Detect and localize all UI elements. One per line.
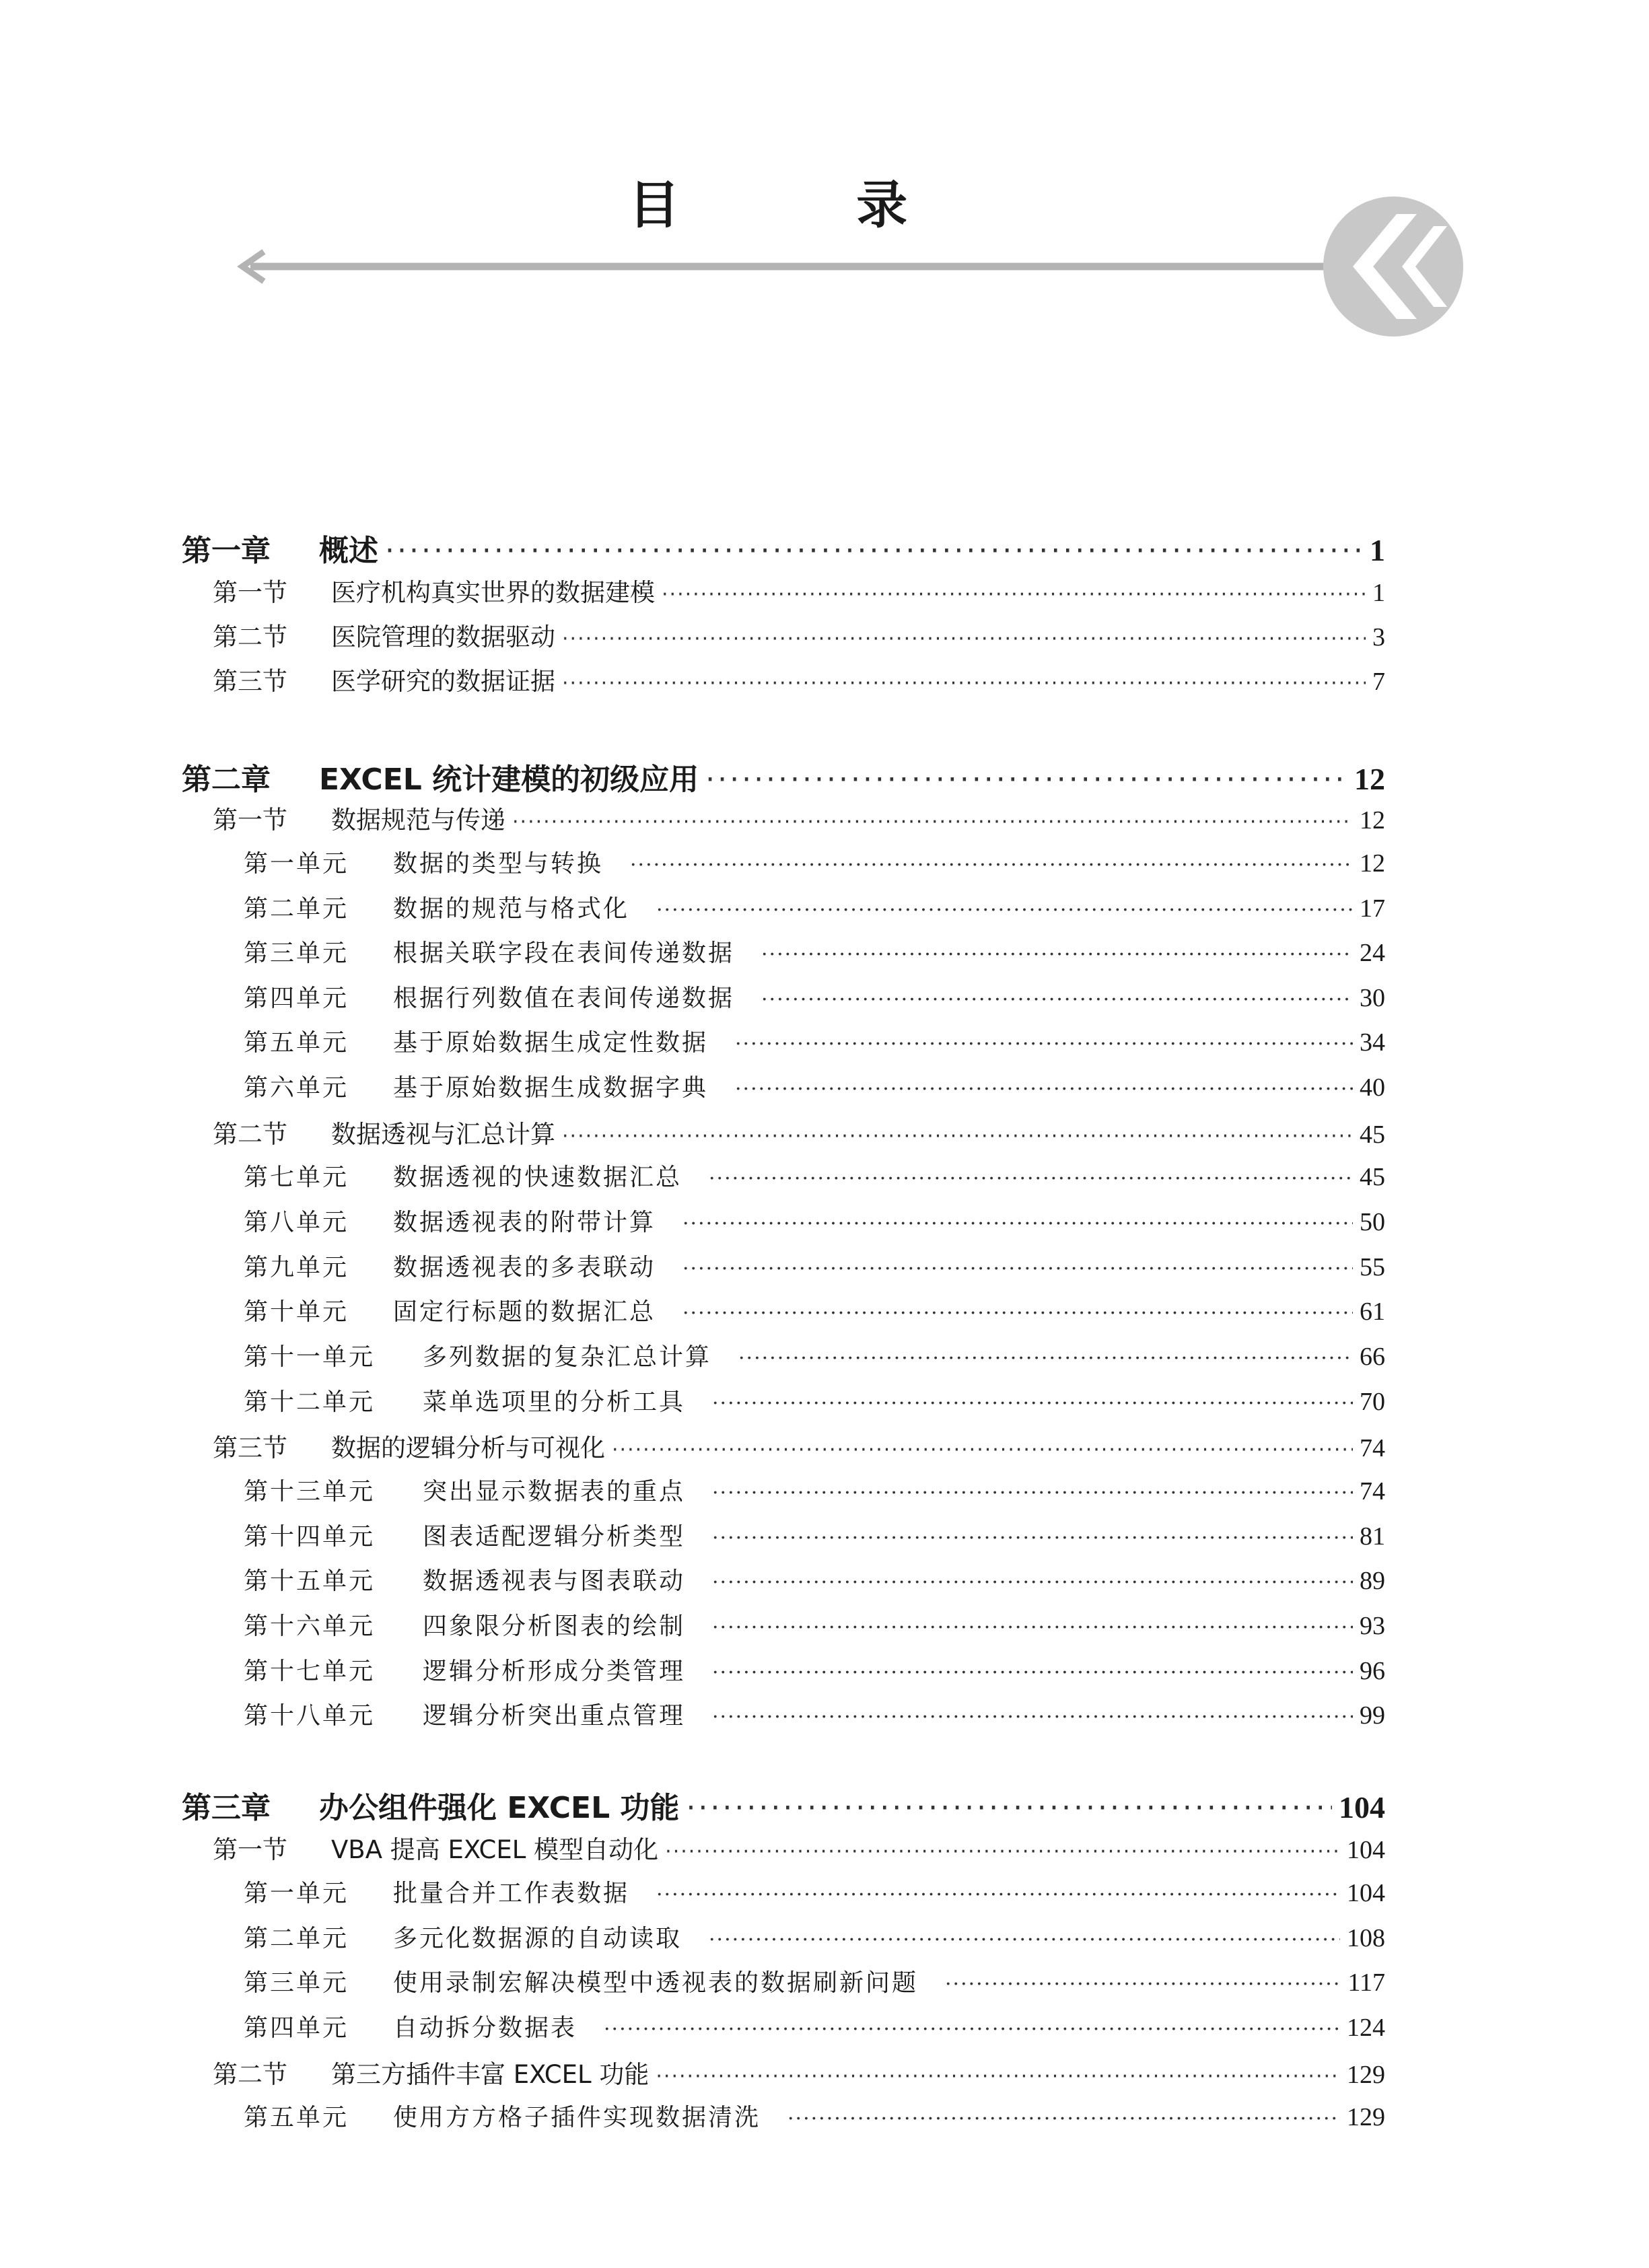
- toc-section-row[interactable]: [213, 800, 1385, 836]
- toc-unit-number: 第二单元: [244, 895, 349, 923]
- toc-unit-row[interactable]: [244, 979, 1385, 1014]
- dot-leader: [562, 627, 1366, 651]
- toc-unit-row[interactable]: [244, 1293, 1385, 1327]
- toc-unit-row[interactable]: [244, 1562, 1385, 1596]
- toc-page-number: 81: [1360, 1522, 1385, 1551]
- toc-section-title: 数据的逻辑分析与可视化: [331, 1433, 605, 1462]
- dot-leader: [512, 810, 1353, 834]
- dot-leader: [656, 898, 1353, 922]
- dot-leader: [712, 1705, 1353, 1729]
- dot-leader: [656, 2065, 1340, 2088]
- toc-unit-title: 根据行列数值在表间传递数据: [393, 985, 735, 1012]
- dot-leader: [705, 763, 1347, 797]
- dot-leader: [761, 943, 1353, 966]
- toc-unit-title: 多列数据的复杂汇总计算: [423, 1343, 712, 1371]
- toc-page-number: 104: [1347, 1836, 1385, 1864]
- toc-section-number: 第二节: [213, 1120, 287, 1149]
- toc-unit-title: 数据的规范与格式化: [393, 895, 630, 923]
- dot-leader: [662, 583, 1366, 606]
- toc-unit-row[interactable]: [244, 1473, 1385, 1507]
- toc-unit-row[interactable]: [244, 2009, 1385, 2043]
- toc-chapter-row[interactable]: [182, 1783, 1385, 1827]
- dot-leader: [712, 1571, 1353, 1594]
- page-title: 目 录: [628, 175, 987, 235]
- toc-section-number: 第三节: [213, 1433, 287, 1462]
- toc-page-number: 12: [1360, 806, 1385, 835]
- toc-section-row[interactable]: [213, 661, 1385, 697]
- toc-page-number: 50: [1360, 1208, 1385, 1236]
- toc-unit-title: 使用录制宏解决模型中透视表的数据刷新问题: [393, 1969, 919, 1997]
- dot-leader: [686, 1791, 1332, 1825]
- toc-unit-number: 第二单元: [244, 1925, 349, 1952]
- toc-unit-number: 第五单元: [244, 2104, 349, 2131]
- toc-page-number: 99: [1360, 1701, 1385, 1730]
- dot-leader: [630, 853, 1353, 877]
- dot-leader: [682, 1302, 1353, 1325]
- toc-section-number: 第三节: [213, 667, 287, 696]
- toc-unit-row[interactable]: [244, 1158, 1385, 1193]
- toc-unit-number: 第十七单元: [244, 1658, 376, 1685]
- toc-unit-number: 第十四单元: [244, 1523, 376, 1551]
- toc-page-number: 93: [1360, 1612, 1385, 1640]
- toc-page-number: 17: [1360, 894, 1385, 923]
- toc-section-row[interactable]: [213, 572, 1385, 608]
- toc-unit-number: 第三单元: [244, 940, 349, 967]
- toc-section-title: 数据透视与汇总计算: [331, 1120, 555, 1149]
- toc-page-number: 108: [1347, 1924, 1385, 1952]
- toc-unit-title: 图表适配逻辑分析类型: [423, 1523, 686, 1551]
- toc-unit-number: 第六单元: [244, 1074, 349, 1102]
- toc-section-row[interactable]: [213, 616, 1385, 653]
- toc-unit-title: 逻辑分析突出重点管理: [423, 1702, 686, 1730]
- toc-page-number: 45: [1360, 1121, 1385, 1149]
- toc-page-number: 74: [1360, 1477, 1385, 1505]
- dot-leader: [735, 1077, 1353, 1101]
- dot-leader: [712, 1661, 1353, 1685]
- dot-leader: [712, 1616, 1353, 1639]
- toc-unit-number: 第九单元: [244, 1254, 349, 1281]
- dot-leader: [712, 1481, 1353, 1505]
- toc-unit-row[interactable]: [244, 1518, 1385, 1552]
- toc-unit-title: 数据透视的快速数据汇总: [393, 1164, 682, 1191]
- toc-unit-title: 基于原始数据生成定性数据: [393, 1029, 709, 1057]
- dot-leader: [612, 1438, 1353, 1462]
- toc-unit-title: 逻辑分析形成分类管理: [423, 1658, 686, 1685]
- toc-unit-title: 根据关联字段在表间传递数据: [393, 940, 735, 967]
- toc-unit-row[interactable]: [244, 1964, 1385, 1998]
- toc-unit-row[interactable]: [244, 1652, 1385, 1687]
- toc-page-number: 61: [1360, 1298, 1385, 1326]
- toc-section-number: 第二节: [213, 623, 287, 651]
- dot-leader: [656, 1883, 1340, 1907]
- toc-unit-title: 数据的类型与转换: [393, 850, 604, 878]
- toc-section-number: 第一节: [213, 1835, 287, 1864]
- dot-leader: [709, 1928, 1340, 1952]
- dot-leader: [604, 2018, 1340, 2041]
- toc-section-title: 医疗机构真实世界的数据建模: [331, 578, 655, 607]
- dot-leader: [712, 1392, 1353, 1415]
- toc-section-row[interactable]: [213, 1114, 1385, 1150]
- toc-section-title: 医学研究的数据证据: [331, 667, 555, 696]
- dot-leader: [945, 1973, 1341, 1996]
- toc-unit-row[interactable]: [244, 1607, 1385, 1641]
- toc-page-number: 104: [1347, 1879, 1385, 1907]
- toc-unit-row[interactable]: [244, 2098, 1385, 2133]
- toc-section-number: 第一节: [213, 806, 287, 835]
- toc-page-number: 129: [1347, 2061, 1385, 2089]
- toc-unit-row[interactable]: [244, 934, 1385, 968]
- toc-page-number: 34: [1360, 1028, 1385, 1057]
- toc-unit-row[interactable]: [244, 1919, 1385, 1954]
- toc-unit-number: 第七单元: [244, 1164, 349, 1191]
- toc-page-number: 117: [1347, 1969, 1385, 1997]
- toc-page-number: 66: [1360, 1343, 1385, 1371]
- toc-unit-number: 第十八单元: [244, 1702, 376, 1730]
- toc-chapter-title: 概述: [319, 534, 378, 568]
- toc-unit-title: 四象限分析图表的绘制: [423, 1613, 686, 1640]
- toc-unit-row[interactable]: [244, 1203, 1385, 1238]
- dot-leader: [787, 2107, 1340, 2131]
- toc-chapter-number: 第三章: [182, 1791, 271, 1825]
- toc-section-title: 第三方插件丰富 EXCEL 功能: [331, 2060, 650, 2089]
- toc-unit-row[interactable]: [244, 890, 1385, 924]
- toc-unit-row[interactable]: [244, 1069, 1385, 1103]
- toc-page-number: 45: [1360, 1163, 1385, 1191]
- toc-unit-row[interactable]: [244, 1383, 1385, 1417]
- toc-page-number: 74: [1360, 1434, 1385, 1462]
- toc-unit-number: 第八单元: [244, 1209, 349, 1236]
- toc-chapter-row[interactable]: [182, 526, 1385, 569]
- toc-unit-row[interactable]: [244, 1874, 1385, 1909]
- dot-leader: [682, 1257, 1353, 1281]
- toc-unit-number: 第十五单元: [244, 1567, 376, 1595]
- toc-page-number: 24: [1360, 939, 1385, 967]
- dot-leader: [562, 1125, 1353, 1148]
- toc-unit-title: 多元化数据源的自动读取: [393, 1925, 682, 1952]
- toc-section-title: 数据规范与传递: [331, 806, 505, 835]
- toc-section-row[interactable]: [213, 2054, 1385, 2090]
- toc-chapter-title: EXCEL 统计建模的初级应用: [319, 763, 699, 797]
- toc-section-number: 第二节: [213, 2060, 287, 2089]
- toc-chapter-number: 第二章: [182, 763, 271, 797]
- chevron-badge-circle: [1323, 197, 1463, 336]
- header-decoration: [0, 0, 1649, 350]
- toc-page-number: 12: [1354, 762, 1385, 796]
- toc-unit-row[interactable]: [244, 1697, 1385, 1731]
- dot-leader: [712, 1526, 1353, 1550]
- toc-unit-title: 基于原始数据生成数据字典: [393, 1074, 709, 1102]
- toc-unit-number: 第一单元: [244, 850, 349, 878]
- toc-page-number: 1: [1370, 533, 1385, 567]
- toc-page-number: 124: [1347, 2014, 1385, 2042]
- toc-unit-number: 第三单元: [244, 1969, 349, 1997]
- toc-unit-title: 突出显示数据表的重点: [423, 1478, 686, 1505]
- toc-page-number: 12: [1360, 849, 1385, 878]
- toc-page-number: 3: [1372, 623, 1385, 651]
- toc-section-row[interactable]: [213, 1427, 1385, 1464]
- dot-leader: [562, 672, 1366, 695]
- toc-unit-number: 第十单元: [244, 1298, 349, 1326]
- toc-unit-number: 第四单元: [244, 985, 349, 1012]
- toc-unit-number: 第一单元: [244, 1880, 349, 1907]
- toc-section-row[interactable]: [213, 1829, 1385, 1866]
- toc-page-number: 30: [1360, 984, 1385, 1012]
- toc-unit-number: 第十六单元: [244, 1613, 376, 1640]
- toc-section-number: 第一节: [213, 578, 287, 607]
- toc-page-number: 96: [1360, 1657, 1385, 1685]
- toc-unit-number: 第十二单元: [244, 1388, 376, 1416]
- dot-leader: [682, 1212, 1353, 1236]
- toc-chapter-title: 办公组件强化 EXCEL 功能: [319, 1791, 680, 1825]
- toc-unit-title: 数据透视表的附带计算: [393, 1209, 656, 1236]
- toc-unit-row[interactable]: [244, 1248, 1385, 1283]
- dot-leader: [735, 1032, 1353, 1056]
- toc-unit-row[interactable]: [244, 1338, 1385, 1372]
- toc-unit-title: 菜单选项里的分析工具: [423, 1388, 686, 1416]
- toc-chapter-row[interactable]: [182, 755, 1385, 798]
- dot-leader: [738, 1347, 1353, 1370]
- dot-leader: [665, 1840, 1340, 1864]
- toc-unit-title: 固定行标题的数据汇总: [393, 1298, 656, 1326]
- toc-page-number: 129: [1347, 2103, 1385, 2131]
- toc-unit-title: 数据透视表的多表联动: [393, 1254, 656, 1281]
- toc-chapter-number: 第一章: [182, 534, 271, 568]
- toc-unit-title: 使用方方格子插件实现数据清洗: [393, 2104, 761, 2131]
- toc-unit-title: 批量合并工作表数据: [393, 1880, 630, 1907]
- toc-section-title: 医院管理的数据驱动: [331, 623, 555, 651]
- toc-page-number: 7: [1372, 668, 1385, 696]
- toc-unit-title: 数据透视表与图表联动: [423, 1567, 686, 1595]
- toc-page-number: 104: [1339, 1790, 1385, 1824]
- toc-unit-number: 第五单元: [244, 1029, 349, 1057]
- toc-page-number: 70: [1360, 1388, 1385, 1416]
- toc-section-title: VBA 提高 EXCEL 模型自动化: [331, 1835, 659, 1864]
- toc-unit-number: 第十一单元: [244, 1343, 376, 1371]
- toc-unit-row[interactable]: [244, 1024, 1385, 1058]
- dot-leader: [761, 988, 1353, 1012]
- toc-page-number: 89: [1360, 1567, 1385, 1595]
- toc-page-number: 55: [1360, 1253, 1385, 1281]
- toc-unit-title: 自动拆分数据表: [393, 2014, 577, 2042]
- toc-unit-number: 第十三单元: [244, 1478, 376, 1505]
- toc-unit-number: 第四单元: [244, 2014, 349, 2042]
- toc-page-number: 40: [1360, 1073, 1385, 1102]
- toc-unit-row[interactable]: [244, 845, 1385, 879]
- dot-leader: [385, 534, 1363, 568]
- dot-leader: [709, 1167, 1353, 1191]
- toc-page-number: 1: [1372, 579, 1385, 607]
